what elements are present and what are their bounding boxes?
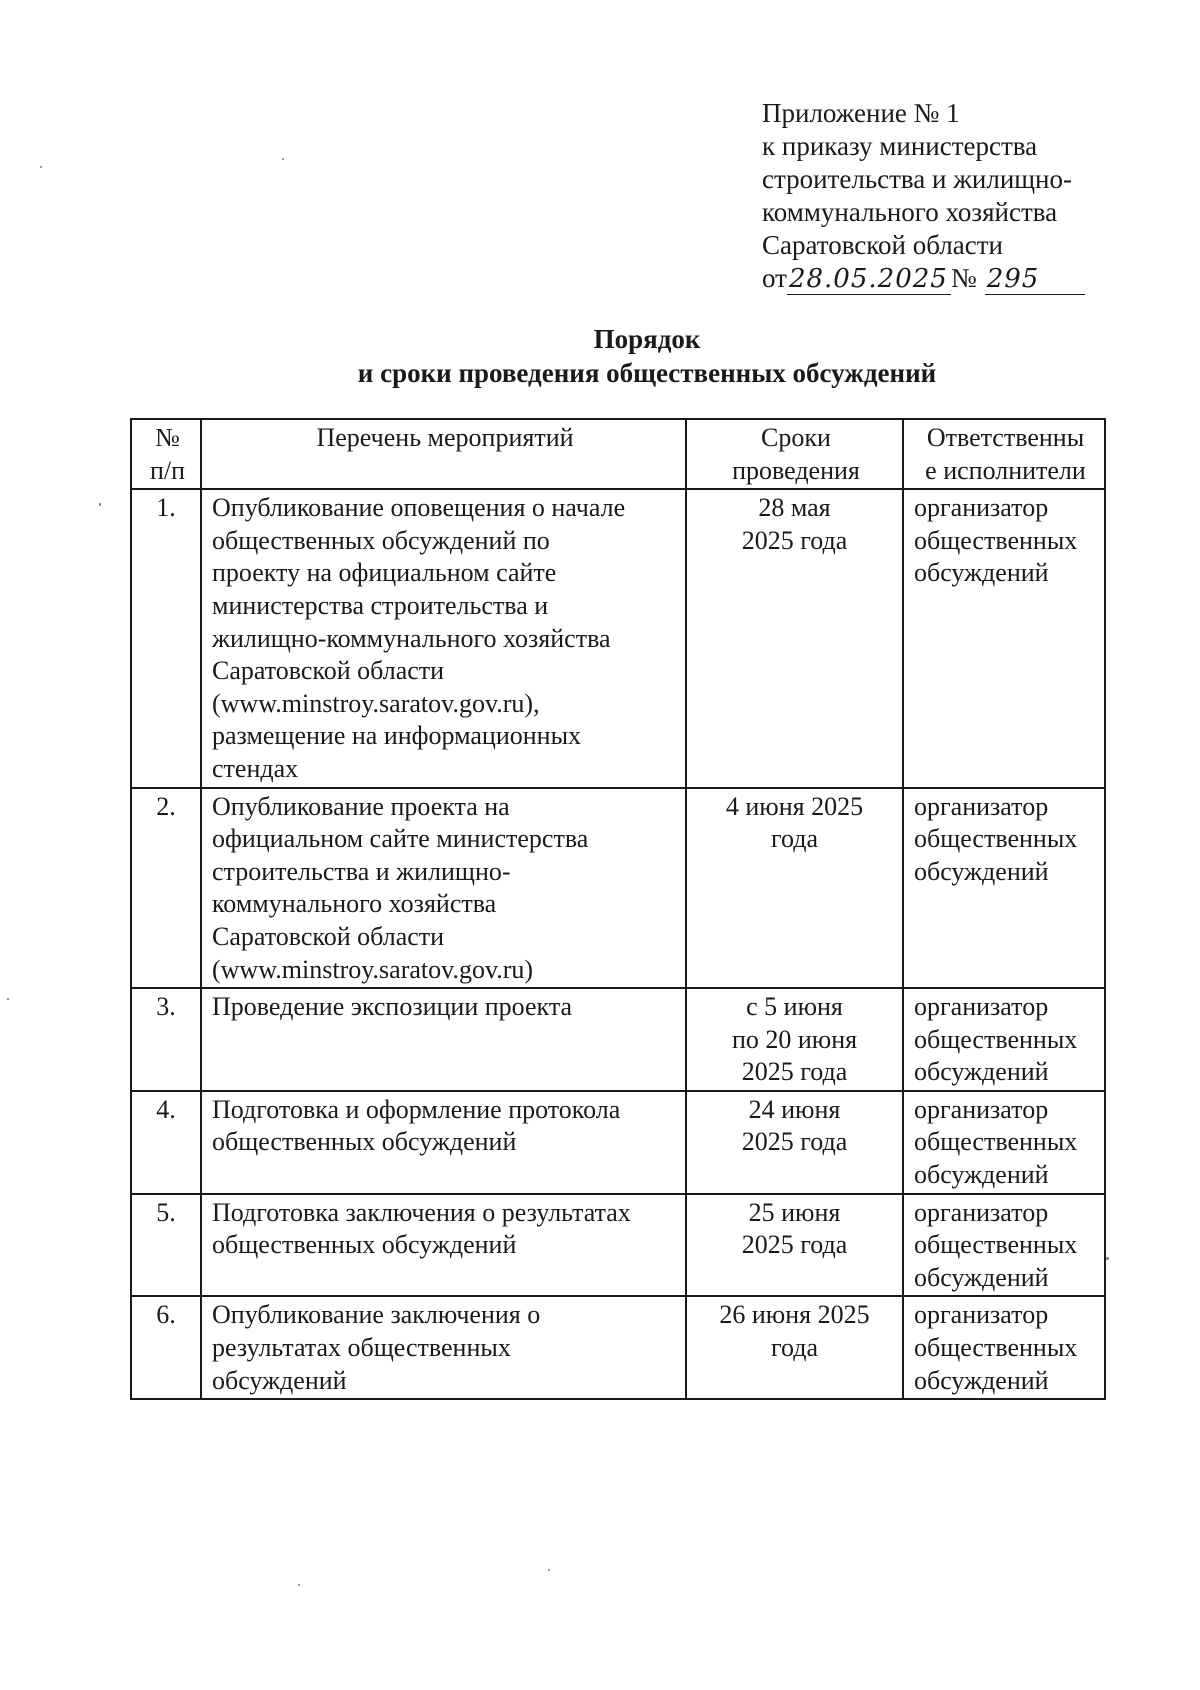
scan-speck [282,158,284,160]
header-no: № п/п [131,419,201,489]
table-row [131,1194,1105,1297]
cell-event: Опубликование оповещения о начале общественных обсуждений по проекту на официальном сайте министерства строительства и жилищно-коммунального хозяйства Саратовской области (www.minstroy.saratov.gov.ru), размещение на информационных стендах [201,489,686,787]
table-row [131,1091,1105,1194]
table-row [131,988,1105,1091]
cell-responsible: организатор общественных обсуждений [903,489,1105,787]
table-row [131,788,1105,989]
table-row [131,1296,1105,1399]
header-responsible: Ответственны е исполнители [903,419,1105,489]
scan-speck [1106,1257,1109,1260]
cell-responsible: организатор общественных обсуждений [903,1091,1105,1194]
cell-responsible: организатор общественных обсуждений [903,1194,1105,1297]
schedule-table [130,418,1106,1400]
scan-speck [298,1584,300,1586]
header-event: Перечень мероприятий [201,419,686,489]
appendix-line: коммунального хозяйства [762,197,1058,227]
cell-dates: 26 июня 2025 года [686,1296,903,1399]
cell-event: Проведение экспозиции проекта [201,988,686,1091]
number-sign: № [950,263,977,293]
appendix-line: строительства и жилищно- [762,164,1072,194]
cell-responsible: организатор общественных обсуждений [903,788,1105,989]
cell-dates: 25 июня 2025 года [686,1194,903,1297]
handwritten-number: 295 [985,264,1085,295]
scan-speck [7,998,9,1000]
scan-speck [40,166,42,168]
cell-no: 4. [131,1091,201,1194]
title-line-2: и сроки проведения общественных обсуждений [357,358,937,388]
cell-responsible: организатор общественных обсуждений [903,1296,1105,1399]
appendix-block [762,97,1085,295]
header-dates: Сроки проведения [686,419,903,489]
document-title [0,322,1200,390]
cell-dates: 4 июня 2025 года [686,788,903,989]
cell-no: 2. [131,788,201,989]
scan-speck [548,1569,550,1571]
cell-event: Подготовка и оформление протокола общественных обсуждений [201,1091,686,1194]
cell-event: Подготовка заключения о результатах общественных обсуждений [201,1194,686,1297]
appendix-line: Приложение № 1 [762,98,960,128]
cell-no: 3. [131,988,201,1091]
title-line-1: Порядок [593,324,701,354]
cell-dates: 28 мая 2025 года [686,489,903,787]
appendix-line: Саратовской области [762,230,1003,260]
scan-speck [99,503,101,506]
cell-dates: 24 июня 2025 года [686,1091,903,1194]
handwritten-date: 28.05.2025 [787,264,951,295]
cell-responsible: организатор общественных обсуждений [903,988,1105,1091]
cell-event: Опубликование заключения о результатах общественных обсуждений [201,1296,686,1399]
cell-no: 6. [131,1296,201,1399]
cell-no: 1. [131,489,201,787]
order-date-number-line [762,262,1085,295]
cell-no: 5. [131,1194,201,1297]
cell-dates: с 5 июня по 20 июня 2025 года [686,988,903,1091]
date-prefix: от [762,263,787,293]
table-row [131,489,1105,787]
cell-event: Опубликование проекта на официальном сайте министерства строительства и жилищно- коммунального хозяйства Саратовской области (www.minstroy.saratov.gov.ru) [201,788,686,989]
table-header-row [131,419,1105,489]
appendix-line: к приказу министерства [762,131,1038,161]
